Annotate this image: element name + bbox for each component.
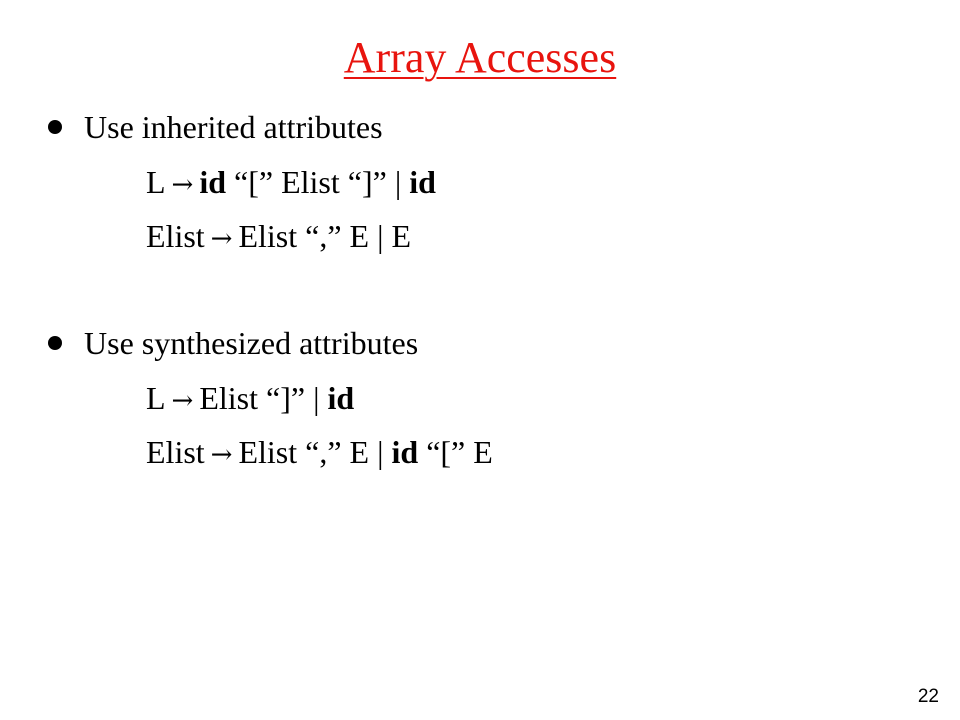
bullet-text: Use inherited attributes <box>84 109 383 145</box>
bullet-text: Use synthesized attributes <box>84 325 419 361</box>
rule-token: Elist “,” E | E <box>238 218 412 254</box>
grammar-rule <box>146 162 436 205</box>
arrow-right-icon: → <box>210 224 233 254</box>
rule-token-bold: id <box>327 380 355 416</box>
grammar-rule <box>146 216 411 259</box>
arrow-right-icon: → <box>210 440 233 470</box>
page-number: 22 <box>917 686 939 707</box>
arrow-right-icon: → <box>171 386 194 416</box>
rule-token: Elist “]” | <box>199 380 328 416</box>
rule-token: “[” Elist “]” | <box>226 164 410 200</box>
arrow-right-icon: → <box>171 170 194 200</box>
slide-title: Array Accesses <box>343 33 617 82</box>
rule-token: L <box>146 380 166 416</box>
grammar-rule <box>146 378 354 421</box>
rule-token: L <box>146 164 166 200</box>
bullet-item-synthesized <box>48 323 418 363</box>
rule-token: Elist “,” E | <box>238 434 392 470</box>
rule-token: Elist <box>146 218 205 254</box>
rule-token: “[” E <box>418 434 493 470</box>
grammar-rule <box>146 432 493 475</box>
rule-token-bold: id <box>409 164 436 200</box>
rule-token: Elist <box>146 434 205 470</box>
bullet-item-inherited <box>48 107 383 147</box>
bullet-dot-icon <box>48 120 62 134</box>
rule-token-bold: id <box>391 434 419 470</box>
bullet-dot-icon <box>48 336 62 350</box>
rule-token-bold: id <box>199 164 227 200</box>
